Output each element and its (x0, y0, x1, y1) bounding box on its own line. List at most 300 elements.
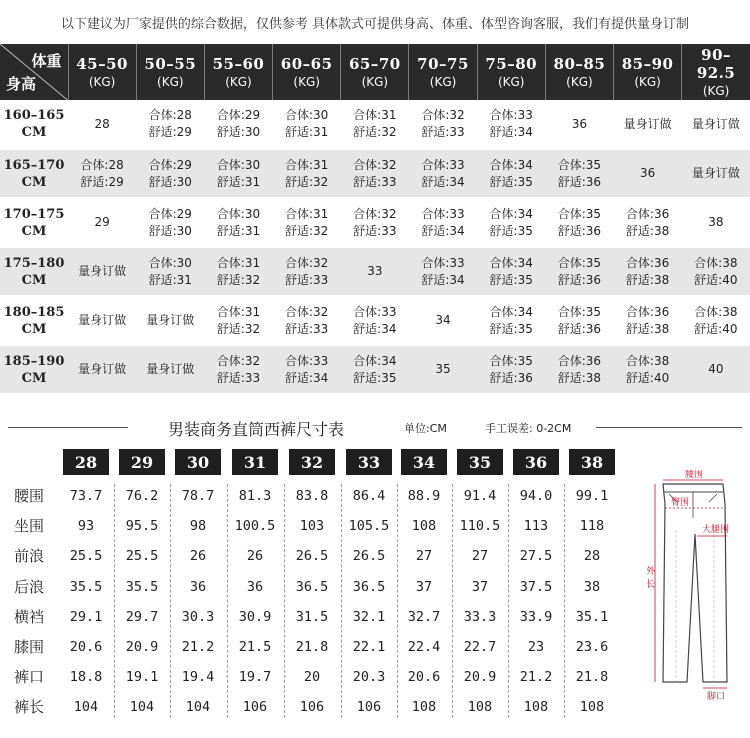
top-note: 以下建议为厂家提供的综合数据，仅供参考 具体款式可提供身高、体重、体型咨询客服，我们有提供量身订制 (60, 16, 690, 32)
weight-unit: (KG) (634, 75, 661, 89)
measurement-value: 99.1 (575, 488, 609, 504)
height-range-cell (0, 100, 68, 149)
size-suggestion-text: 量身订做 (78, 362, 127, 376)
size-suggestion-text: 量身订做 (146, 362, 195, 376)
size-suggestion-text: 合体:32 (284, 304, 329, 319)
measurement-value: 36 (189, 578, 207, 595)
measurement-value: 95.5 (125, 518, 159, 535)
height-unit: CM (21, 321, 47, 337)
size-suggestion-text: 合体:28 (80, 157, 124, 172)
size-suggestion-cell (136, 247, 204, 296)
size-suggestion-cell (273, 100, 341, 149)
size-suggestion-text: 量身订做 (623, 116, 672, 131)
measurement-value: 35.1 (575, 608, 609, 625)
measurement-value: 81.3 (238, 488, 272, 504)
weight-range: 55–60 (212, 55, 265, 73)
size-suggestion-cell (273, 296, 341, 345)
height-range-cell (0, 296, 68, 345)
size-suggestion-cell (204, 149, 272, 198)
measurement-value: 19.4 (181, 669, 215, 686)
size-suggestion-text: 合体:31 (216, 304, 261, 319)
size-suggestion-cell (614, 198, 682, 247)
measurement-value: 20.6 (69, 639, 103, 655)
measurement-row (0, 541, 640, 571)
size-suggestion-text: 舒适:31 (216, 223, 261, 238)
measurement-value: 88.9 (407, 488, 441, 504)
measurement-value: 21.8 (575, 669, 609, 686)
size-header-cell: 34 (401, 449, 447, 475)
size-suggestion-text: 合体:29 (216, 108, 261, 122)
size-suggestion-cell (136, 198, 204, 247)
measurement-label: 腰围 (14, 487, 45, 505)
measurement-value: 33.3 (463, 608, 497, 625)
length-annotation-bottom: 长 (646, 580, 656, 590)
height-range: 185–190 (3, 353, 65, 369)
size-suggestion-cell (477, 198, 545, 247)
size-suggestion-text: 舒适:29 (80, 174, 124, 189)
measurement-value: 25.5 (125, 548, 159, 565)
measurement-value: 23.6 (575, 639, 609, 655)
weight-range: 80–85 (553, 55, 606, 73)
measurement-value: 21.8 (295, 639, 329, 655)
size-suggestion-text: 合体:36 (557, 353, 602, 368)
size-suggestion-cell (545, 100, 613, 149)
size-suggestion-text: 35 (435, 362, 451, 376)
size-suggestion-cell (682, 247, 750, 296)
size-suggestion-text: 合体:31 (284, 157, 329, 172)
size-chart-unit: 单位:CM (404, 422, 447, 435)
weight-header-cell (204, 44, 272, 100)
measurement-value: 83.8 (295, 488, 329, 504)
measurement-value: 32.1 (352, 608, 386, 625)
size-suggestion-text: 34 (435, 313, 451, 327)
measurement-value: 36.5 (352, 578, 386, 595)
size-suggestion-text: 28 (94, 116, 110, 131)
weight-range: 75–80 (485, 55, 538, 73)
pants-diagram-svg (645, 470, 745, 702)
recommendation-body (0, 100, 750, 394)
measurement-value: 22.1 (352, 639, 386, 655)
recommendation-row (0, 296, 750, 345)
weight-range: 90–92.5 (696, 46, 736, 82)
size-suggestion-cell (136, 296, 204, 345)
measurement-value: 18.8 (69, 669, 103, 686)
size-suggestion-cell (409, 296, 477, 345)
measurement-value: 106 (299, 699, 325, 716)
thigh-annotation: 大腿围 (702, 525, 730, 535)
size-suggestion-text: 舒适:34 (489, 125, 533, 139)
measurement-value: 76.2 (125, 488, 159, 504)
weight-range: 70–75 (417, 55, 469, 73)
height-range: 160–165 (3, 108, 65, 123)
height-range-cell (0, 247, 68, 296)
size-suggestion-text: 舒适:38 (625, 272, 670, 287)
measurement-value: 108 (411, 699, 437, 716)
size-suggestion-cell (545, 247, 613, 296)
waist-annotation: 腰围 (685, 470, 704, 480)
hem-annotation: 脚口 (707, 692, 726, 702)
height-range-cell (0, 149, 68, 198)
size-suggestion-text: 舒适:33 (353, 223, 397, 238)
size-suggestion-text: 36 (571, 116, 588, 131)
weight-header-cell (68, 44, 136, 100)
measurement-value: 108 (523, 699, 549, 716)
size-suggestion-cell (204, 198, 272, 247)
measurement-label: 裤长 (14, 698, 45, 717)
length-annotation-top: 外 (646, 567, 656, 577)
recommendation-row (0, 247, 750, 296)
weight-unit: (KG) (361, 75, 389, 89)
size-suggestion-text: 合体:35 (557, 206, 602, 221)
measurement-value: 86.4 (352, 488, 386, 504)
size-suggestion-text: 舒适:33 (284, 272, 329, 287)
measurement-value: 20.9 (463, 669, 497, 686)
size-suggestion-cell (341, 296, 409, 345)
size-suggestion-cell (68, 345, 136, 394)
size-chart-title: 男装商务直筒西裤尺寸表 (168, 420, 345, 439)
measurement-value: 26 (246, 548, 264, 565)
weight-unit: (KG) (293, 75, 320, 89)
size-suggestion-text: 舒适:32 (284, 223, 329, 238)
weight-header-cell (273, 44, 341, 100)
measurement-value: 106 (356, 699, 382, 716)
weight-unit: (KG) (566, 75, 593, 89)
size-suggestion-text: 舒适:30 (216, 125, 261, 139)
size-suggestion-text: 舒适:36 (557, 174, 602, 189)
weight-header-row (0, 44, 750, 100)
size-suggestion-text: 舒适:38 (557, 370, 602, 385)
size-suggestion-cell (545, 296, 613, 345)
measurement-row (0, 662, 640, 692)
height-unit: CM (21, 223, 47, 239)
size-suggestion-text: 合体:31 (216, 255, 261, 270)
measurement-label: 膝围 (14, 638, 45, 656)
size-suggestion-text: 合体:34 (489, 206, 533, 221)
measurement-value: 20.9 (125, 639, 159, 655)
size-suggestion-text: 合体:33 (353, 304, 397, 319)
size-suggestion-text: 40 (708, 362, 724, 376)
measurement-value: 104 (73, 699, 99, 716)
size-suggestion-cell (682, 296, 750, 345)
size-suggestion-text: 合体:29 (148, 206, 192, 221)
size-header-cell: 36 (513, 449, 559, 475)
size-suggestion-cell (68, 296, 136, 345)
measurement-value: 26.5 (295, 548, 329, 565)
title-rule-left (8, 427, 128, 428)
size-suggestion-text: 舒适:35 (489, 321, 533, 336)
pants-outline (663, 484, 730, 682)
size-suggestion-text: 合体:31 (353, 108, 397, 122)
size-suggestion-text: 舒适:35 (353, 370, 397, 385)
measurement-value: 33.9 (519, 608, 553, 625)
size-suggestion-text: 舒适:33 (216, 370, 261, 385)
recommendation-table (0, 44, 750, 395)
weight-header-cell (545, 44, 613, 100)
measurement-value: 21.2 (519, 669, 553, 686)
measurement-label: 后浪 (14, 577, 45, 596)
size-suggestion-text: 舒适:30 (148, 174, 192, 189)
size-suggestion-cell (341, 198, 409, 247)
measurement-row (0, 602, 640, 632)
measurement-value: 36.5 (295, 578, 329, 595)
size-suggestion-text: 舒适:30 (148, 223, 192, 238)
weight-axis-label: 体重 (31, 52, 62, 70)
measurement-value: 20.6 (407, 669, 441, 686)
measurement-value: 21.2 (181, 639, 215, 655)
measurement-value: 21.5 (238, 639, 272, 655)
height-unit: CM (21, 370, 47, 386)
measurement-value: 27 (471, 548, 489, 565)
size-suggestion-cell (136, 100, 204, 149)
size-suggestion-cell (614, 296, 682, 345)
size-suggestion-text: 舒适:33 (421, 125, 465, 139)
height-axis-label: 身高 (6, 75, 37, 93)
weight-unit: (KG) (702, 84, 730, 98)
measurement-value: 20 (303, 669, 321, 686)
size-suggestion-text: 合体:30 (216, 206, 261, 221)
size-suggestion-cell (682, 100, 750, 149)
size-suggestion-text: 舒适:33 (353, 174, 397, 189)
size-chart-title-row (0, 415, 750, 441)
size-suggestion-text: 合体:32 (353, 206, 397, 221)
measurement-value: 93 (77, 518, 95, 535)
size-suggestion-text: 合体:38 (625, 353, 670, 368)
size-suggestion-cell (682, 149, 750, 198)
size-suggestion-cell (477, 296, 545, 345)
measurement-value: 23 (527, 639, 545, 655)
size-header-cell: 35 (457, 449, 503, 475)
measurement-value: 91.4 (463, 488, 497, 504)
measurement-row (0, 481, 640, 511)
size-header-cell: 38 (569, 449, 615, 475)
weight-range: 45–50 (76, 55, 128, 73)
size-suggestion-text: 36 (639, 166, 656, 180)
size-header-row (0, 449, 750, 475)
weight-range: 85–90 (621, 55, 674, 73)
measurement-value: 108 (411, 518, 437, 535)
measurement-row (0, 511, 640, 541)
weight-unit: (KG) (88, 75, 116, 89)
size-suggestion-text: 合体:33 (284, 353, 329, 368)
size-suggestion-text: 合体:38 (694, 304, 738, 319)
size-suggestion-cell (136, 149, 204, 198)
size-suggestion-text: 舒适:34 (284, 370, 329, 385)
size-suggestion-cell (68, 247, 136, 296)
measurement-value: 35.5 (125, 578, 159, 595)
size-suggestion-text: 舒适:31 (284, 125, 329, 139)
height-range: 175–180 (3, 255, 65, 271)
recommendation-row (0, 198, 750, 247)
size-suggestion-text: 合体:33 (489, 108, 533, 122)
measurement-value: 106 (242, 699, 268, 716)
size-suggestion-text: 舒适:38 (625, 223, 670, 238)
size-suggestion-text: 量身订做 (78, 264, 127, 278)
size-suggestion-text: 舒适:32 (216, 272, 261, 287)
measurement-row (0, 572, 640, 602)
size-suggestion-text: 舒适:40 (625, 370, 670, 385)
weight-header-cell (682, 44, 750, 100)
size-suggestion-cell (614, 345, 682, 394)
size-suggestion-cell (545, 198, 613, 247)
size-suggestion-cell (136, 345, 204, 394)
size-suggestion-text: 舒适:40 (694, 321, 738, 336)
size-suggestion-cell (614, 149, 682, 198)
size-suggestion-text: 量身订做 (146, 313, 195, 327)
size-suggestion-text: 量身订做 (691, 116, 740, 131)
measurement-value: 103 (299, 518, 325, 535)
size-suggestion-text: 合体:30 (284, 108, 329, 122)
weight-header-cell (341, 44, 409, 100)
height-range: 180–185 (3, 304, 65, 320)
measurement-value: 19.7 (238, 669, 272, 686)
measurement-value: 38 (583, 578, 601, 595)
size-suggestion-text: 合体:35 (489, 353, 533, 368)
size-suggestion-cell (273, 198, 341, 247)
measurement-value: 113 (523, 518, 549, 535)
size-suggestion-cell (409, 100, 477, 149)
measurement-value: 20.3 (352, 669, 386, 686)
measurement-value: 31.5 (295, 608, 329, 625)
measurement-value: 94.0 (519, 488, 553, 504)
size-suggestion-text: 舒适:33 (284, 321, 329, 336)
height-unit: CM (21, 174, 47, 190)
size-suggestion-cell (204, 100, 272, 149)
size-suggestion-cell (409, 345, 477, 394)
weight-unit: (KG) (157, 75, 184, 89)
size-suggestion-text: 合体:30 (216, 157, 261, 172)
measurement-value: 118 (579, 518, 605, 535)
size-suggestion-cell (477, 247, 545, 296)
size-suggestion-cell (341, 100, 409, 149)
size-suggestion-cell (545, 345, 613, 394)
size-suggestion-text: 38 (708, 215, 724, 229)
measurement-row (0, 692, 640, 722)
size-suggestion-cell (477, 345, 545, 394)
size-suggestion-text: 舒适:32 (353, 125, 397, 139)
size-suggestion-text: 舒适:36 (557, 321, 602, 336)
size-suggestion-text: 舒适:32 (216, 321, 261, 336)
size-suggestion-text: 合体:29 (148, 157, 192, 172)
size-suggestion-cell (273, 345, 341, 394)
recommendation-row (0, 345, 750, 394)
size-suggestion-text: 合体:35 (557, 255, 602, 270)
size-header-cell: 32 (289, 449, 335, 475)
size-suggestion-cell (545, 149, 613, 198)
size-suggestion-cell (409, 247, 477, 296)
size-suggestion-text: 舒适:36 (489, 370, 533, 385)
size-suggestion-text: 合体:33 (421, 255, 465, 270)
size-suggestion-text: 舒适:32 (284, 174, 329, 189)
size-suggestion-text: 合体:33 (421, 157, 465, 172)
size-suggestion-text: 量身订做 (691, 166, 740, 180)
recommendation-row (0, 100, 750, 149)
size-suggestion-text: 舒适:34 (421, 174, 465, 189)
weight-header-cell (614, 44, 682, 100)
height-range: 165–170 (3, 157, 65, 173)
weight-header-cell (477, 44, 545, 100)
measurement-value: 37 (471, 578, 489, 595)
size-chart-tolerance: 手工误差: 0-2CM (485, 422, 572, 435)
size-suggestion-text: 合体:34 (489, 157, 533, 172)
height-range-cell (0, 345, 68, 394)
size-suggestion-cell (409, 198, 477, 247)
size-suggestion-text: 合体:32 (216, 353, 261, 368)
height-range: 170–175 (3, 206, 65, 222)
size-suggestion-text: 合体:34 (353, 353, 397, 368)
measurement-value: 28 (583, 548, 601, 565)
size-suggestion-cell (68, 149, 136, 198)
measurement-value: 26 (189, 548, 207, 565)
size-suggestion-cell (273, 247, 341, 296)
size-suggestion-cell (68, 100, 136, 149)
size-header-cell: 28 (63, 449, 109, 475)
size-suggestion-text: 合体:32 (284, 255, 329, 270)
measurement-value: 26.5 (352, 548, 386, 565)
size-header-cell: 29 (119, 449, 165, 475)
size-suggestion-text: 合体:36 (625, 255, 670, 270)
size-suggestion-cell (341, 149, 409, 198)
size-suggestion-text: 舒适:34 (421, 223, 465, 238)
size-suggestion-text: 合体:28 (148, 108, 192, 122)
size-suggestion-cell (614, 100, 682, 149)
size-suggestion-text: 量身订做 (78, 313, 127, 327)
measurement-value: 73.7 (69, 488, 103, 504)
size-suggestion-text: 舒适:36 (557, 272, 602, 287)
measurement-value: 25.5 (69, 548, 103, 565)
size-suggestion-text: 合体:34 (489, 255, 533, 270)
size-suggestion-text: 合体:33 (421, 206, 465, 221)
size-suggestion-text: 舒适:35 (489, 272, 533, 287)
size-suggestion-cell (204, 345, 272, 394)
measurement-value: 104 (129, 699, 155, 716)
measurement-row (0, 632, 640, 662)
measurement-value: 98 (189, 518, 207, 535)
size-suggestion-text: 合体:35 (557, 157, 602, 172)
size-suggestion-cell (204, 296, 272, 345)
measurement-label: 坐围 (14, 517, 45, 536)
size-suggestion-text: 舒适:31 (148, 272, 192, 287)
weight-range: 60–65 (280, 55, 333, 73)
recommendation-row (0, 149, 750, 198)
measurement-value: 78.7 (181, 488, 215, 504)
size-suggestion-cell (68, 198, 136, 247)
measurement-value: 32.7 (407, 608, 441, 625)
size-suggestion-text: 舒适:29 (148, 125, 192, 139)
size-suggestion-text: 29 (94, 215, 110, 229)
size-suggestion-cell (204, 247, 272, 296)
weight-header-cell (136, 44, 204, 100)
corner-header (0, 44, 68, 100)
size-suggestion-cell (614, 247, 682, 296)
measurement-value: 30.3 (181, 608, 215, 625)
measurement-value: 100.5 (234, 518, 276, 535)
measurement-label: 裤口 (14, 668, 45, 687)
size-header-cell: 30 (175, 449, 221, 475)
size-suggestion-text: 合体:34 (489, 304, 533, 319)
measurement-value: 29.7 (125, 608, 159, 625)
size-suggestion-cell (477, 100, 545, 149)
size-header-cell: 31 (232, 449, 278, 475)
measurement-label: 前浪 (14, 547, 45, 566)
measurement-value: 110.5 (459, 518, 501, 535)
weight-range: 50–55 (144, 55, 197, 73)
size-suggestion-cell (477, 149, 545, 198)
weight-unit: (KG) (429, 75, 457, 89)
hip-annotation: 臀围 (671, 498, 690, 508)
measurement-value: 22.7 (463, 639, 497, 655)
weight-header-cell (409, 44, 477, 100)
height-range-cell (0, 198, 68, 247)
